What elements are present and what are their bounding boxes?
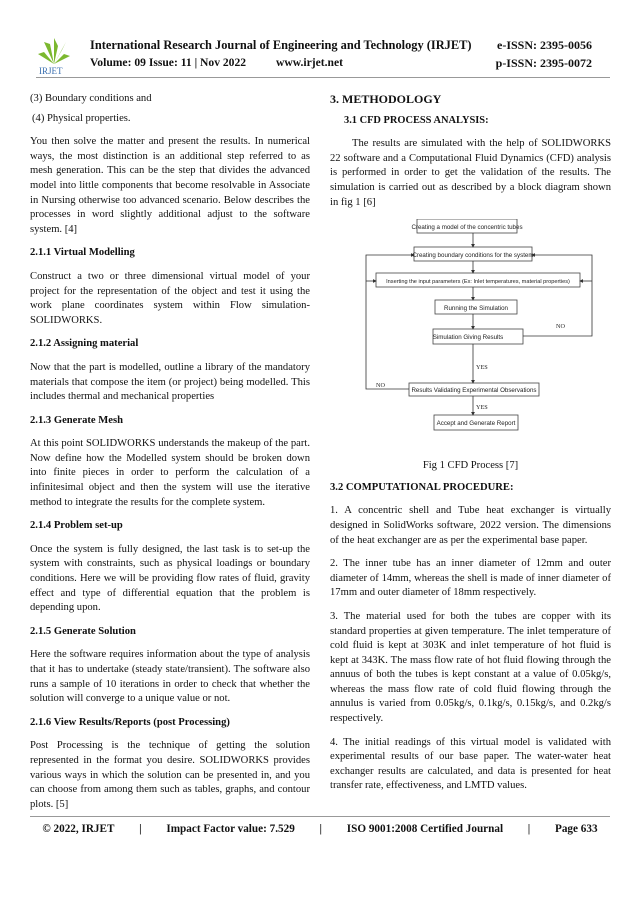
separator: | (527, 823, 531, 835)
paragraph: Here the software requires information about the type of analysis that it has to undertake (steady state/transient). The software also runs a sample of 10 iterations in order to check that whether the solution will converge to a unique value or not. (30, 649, 310, 705)
journal-title: International Research Journal of Engineering and Technology (IRJET) (90, 38, 472, 52)
flow-step-3: Inserting the input parameters (Ex: Inlet temperatures, material properties) (386, 279, 570, 286)
separator: | (319, 823, 323, 835)
paragraph: 1. A concentric shell and Tube heat exchanger is virtually designed in SolidWorks software, 2022 version. The dimensions of the heat exchanger are as per the experimental base paper. (330, 505, 611, 546)
paragraph: 2. The inner tube has an inner diameter of 12mm and outer diameter of 14mm, whereas the shell is made of inner diameter of 17mm and outer diameter of 18mm respectively. (330, 558, 611, 599)
no-label: NO (376, 382, 385, 390)
list-item: (3) Boundary conditions and (30, 93, 152, 104)
p-issn: p-ISSN: 2395-0072 (495, 56, 592, 70)
paragraph: You then solve the matter and present the results. In numerical ways, the most distinction is an additional step referred to as mesh generation. This can be the step that divides the advanced model into little components that become resolvable in Associate in Nursing otherwise too advanced scenario. Below describes the processes in word slightly additional adjust to the software system. [4] (30, 136, 310, 235)
page-footer (30, 816, 610, 835)
website-link[interactable]: www.irjet.net (276, 56, 343, 69)
heading: 2.1.6 View Results/Reports (post Processing) (30, 716, 230, 728)
heading: 2.1.3 Generate Mesh (30, 414, 123, 426)
e-issn: e-ISSN: 2395-0056 (497, 38, 592, 52)
right-column (330, 92, 611, 803)
section-heading: 3. METHODOLOGY (330, 92, 442, 106)
impact-factor: Impact Factor value: 7.529 (166, 823, 295, 835)
iso-certification: ISO 9001:2008 Certified Journal (346, 823, 504, 835)
heading: 2.1.2 Assigning material (30, 338, 139, 350)
figure-caption: Fig 1 CFD Process [7] (422, 460, 519, 472)
subsection-heading: 3.1 CFD PROCESS ANALYSIS: (344, 114, 489, 126)
flow-step-4: Running the Simulation (444, 305, 508, 313)
page-number: Page 633 (555, 823, 598, 835)
paragraph: At this point SOLIDWORKS understands the makeup of the part. Now define how the Modelled system should be broken down into finite pieces in order to perform the calculation of a infinitesimal object and then the system will use the iterative method to integrate the results for the complete system. (30, 438, 310, 508)
paragraph: Now that the part is modelled, outline a library of the mandatory materials that compose the item (or project) being modelled. This includes thermal and mechanical properties (30, 361, 310, 403)
paragraph: 4. The initial readings of this virtual model is validated with experimental results of our base paper. The water-water heat exchanger results are calculated, and data is presented for heat transfer rate, effectiveness, and LMTD values. (330, 736, 611, 792)
yes-label: YES (476, 364, 488, 372)
flow-step-6: Results Validating Experimental Observations (411, 387, 537, 395)
irjet-logo (36, 36, 72, 76)
page-header (36, 36, 610, 78)
flow-step-1: Creating a model of the concentric tubes (411, 224, 523, 232)
paragraph: The results are simulated with the help of SOLIDWORKS 22 software and a Computational Fluid Dynamics (CFD) analysis is performed in order to get the validation of the results. The simulation is carried out as described by a block diagram shown in fig 1 [6] (330, 138, 611, 208)
paragraph: Once the system is fully designed, the last task is to set-up the system with constraints, such as physical loadings or boundary conditions. Here we will be providing flow rates of fluid, gravity effect and type of differential equation that the problem is depending upon. (30, 543, 310, 614)
heading: 2.1.5 Generate Solution (30, 625, 136, 637)
flow-step-5: Simulation Giving Results (432, 334, 504, 342)
flowchart-figure (330, 219, 611, 451)
paragraph: Construct a two or three dimensional virtual model of your project for the representation of the object and test it using the work plane coordinates system within Flow simulation-SOLIDWORKS. (30, 270, 310, 326)
separator: | (139, 823, 142, 835)
svg-text:IRJET: IRJET (39, 66, 63, 76)
list-item: (4) Physical properties. (32, 112, 131, 124)
copyright: © 2022, IRJET (42, 823, 115, 835)
paragraph: 3. The material used for both the tubes are copper with its standard properties at given temperature. The inlet temperature of cold fluid is kept at 303K and inlet temperature of hot fluid is kept at 343K. The mass flow rate of hot fluid flowing through the annuus of both the tubes is kept constant at a value of 0.05kg/s, whereas the mass flow rate of cold fluid flowing through the annulus is varied from 0.05kg/s, 0.1kg/s, 0.15kg/s, and 0.2kg/s respectively. (330, 610, 611, 725)
no-label: NO (556, 323, 565, 331)
heading: 2.1.4 Problem set-up (30, 520, 123, 532)
flow-step-7: Accept and Generate Report (436, 420, 516, 428)
heading: 2.1.1 Virtual Modelling (30, 247, 135, 259)
yes-label: YES (476, 404, 488, 412)
heading: 3.2 COMPUTATIONAL PROCEDURE: (330, 481, 514, 493)
flow-step-2: Creating boundary conditions for the system (412, 252, 534, 260)
paragraph: Post Processing is the technique of getting the solution represented in the format you desire. SOLIDWORKS provides various ways in which the solution can be presented in, and you can choose from among them such as tables, graphs, and contour plots. [5] (30, 740, 310, 810)
volume-info: Volume: 09 Issue: 11 | Nov 2022 (90, 56, 247, 69)
left-column (30, 92, 310, 821)
